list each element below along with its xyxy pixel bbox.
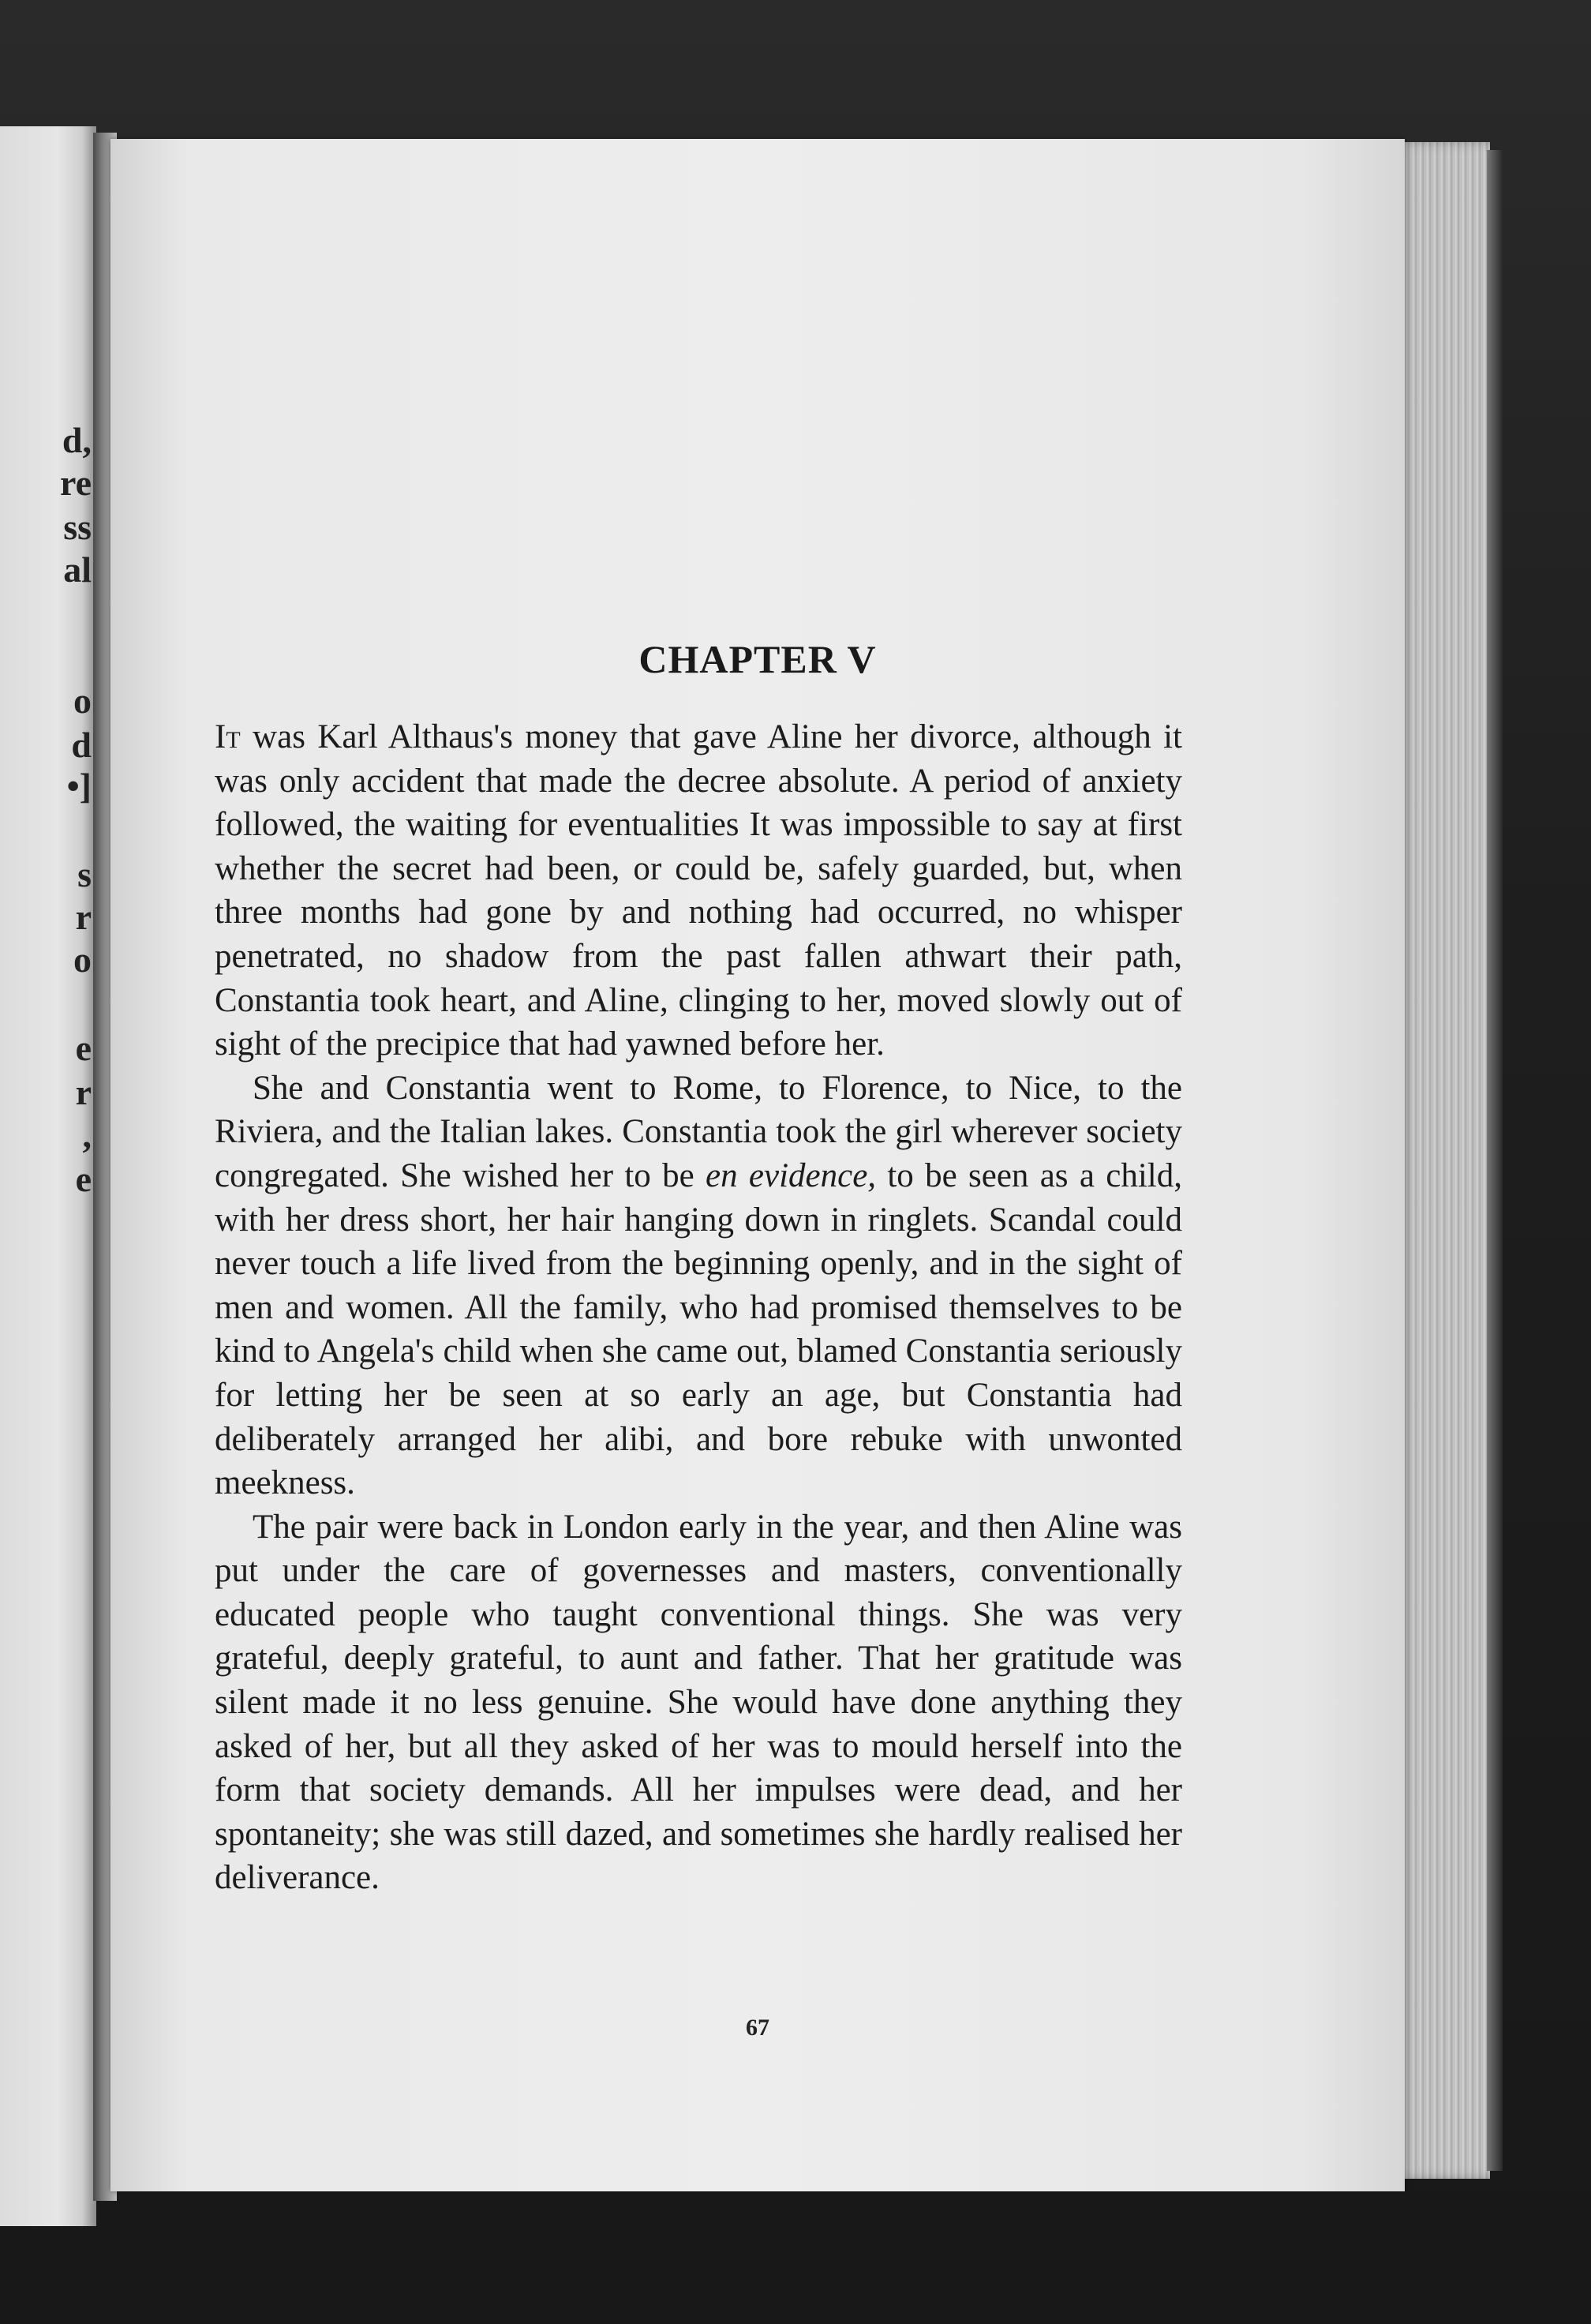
fragment-line: e xyxy=(75,1028,92,1068)
fragment-line: d xyxy=(71,725,92,765)
fragment-line: re xyxy=(59,463,92,503)
chapter-body xyxy=(215,715,1182,1900)
fragment-line: •] xyxy=(66,766,92,806)
fragment-line: , xyxy=(82,1115,92,1155)
fragment-line: al xyxy=(63,549,92,590)
page-block-shadow xyxy=(1487,150,1503,2171)
paragraph-text: to be seen as a child, with her dress short, her hair hanging down in ringlets. Scandal could never touch a life lived from the beginning openly, and in the sight of men and women. All the family, who had promised themselves to be kind to Angela's child when she came out, blamed Constantia seriously for letting her be seen at so early an age, but Constantia had deliberately arranged her alibi, and bore rebuke with unwonted meekness. xyxy=(215,1156,1182,1502)
fragment-line: o xyxy=(73,680,92,721)
page-number: 67 xyxy=(746,2015,769,2041)
book-page xyxy=(110,139,1405,2191)
chapter-title: CHAPTER V xyxy=(638,637,877,681)
fragment-line: r xyxy=(75,1072,92,1112)
paragraph-1 xyxy=(215,715,1182,1066)
paragraph-text: The pair were back in London early in the year, and then Aline was put under the care of governesses and masters, conventionally educated people who taught conventional things. She was very grateful, deeply grateful, to aunt and father. That her gratitude was silent made it no less genuine. She would have done anything they asked of her, but all they asked of her was to mould herself into the form that society demands. All her impulses were dead, and her spontaneity; she was still dazed, and sometimes she hardly realised her deliverance. xyxy=(215,1508,1182,1897)
fragment-line: o xyxy=(73,939,92,980)
facing-page-edge xyxy=(0,126,96,2226)
paragraph-text: was Karl Althaus's money that gave Aline her divorce, although it was only accident that made the decree absolute. A period of anxiety followed, the waiting for eventualities It was impossible to say at first whether the secret had been, or could be, safely guarded, but, when three months had gone by and nothing had occurred, no whisper penetrated, no shadow from the past fallen athwart their path, Constantia took heart, and Aline, clinging to her, moved slowly out of sight of the precipice that had yawned before her. xyxy=(215,718,1182,1063)
paragraph-text: She and Constantia went to Rome, to Florence, to Nice, to the Riviera, and the Italian lakes. Constantia took the girl wherever society congregated. She wished her to be xyxy=(215,1069,1182,1194)
fragment-line: d, xyxy=(62,420,92,460)
fragment-line: r xyxy=(75,897,92,937)
italic-phrase: en evidence, xyxy=(706,1156,877,1194)
paragraph-3 xyxy=(215,1505,1182,1900)
fragment-line: ss xyxy=(63,507,92,547)
page-block-edges xyxy=(1397,142,1490,2179)
paragraph-2 xyxy=(215,1066,1182,1505)
paragraph-lead-word: It xyxy=(215,718,241,755)
fragment-line: s xyxy=(77,854,92,894)
fragment-line: e xyxy=(75,1159,92,1199)
